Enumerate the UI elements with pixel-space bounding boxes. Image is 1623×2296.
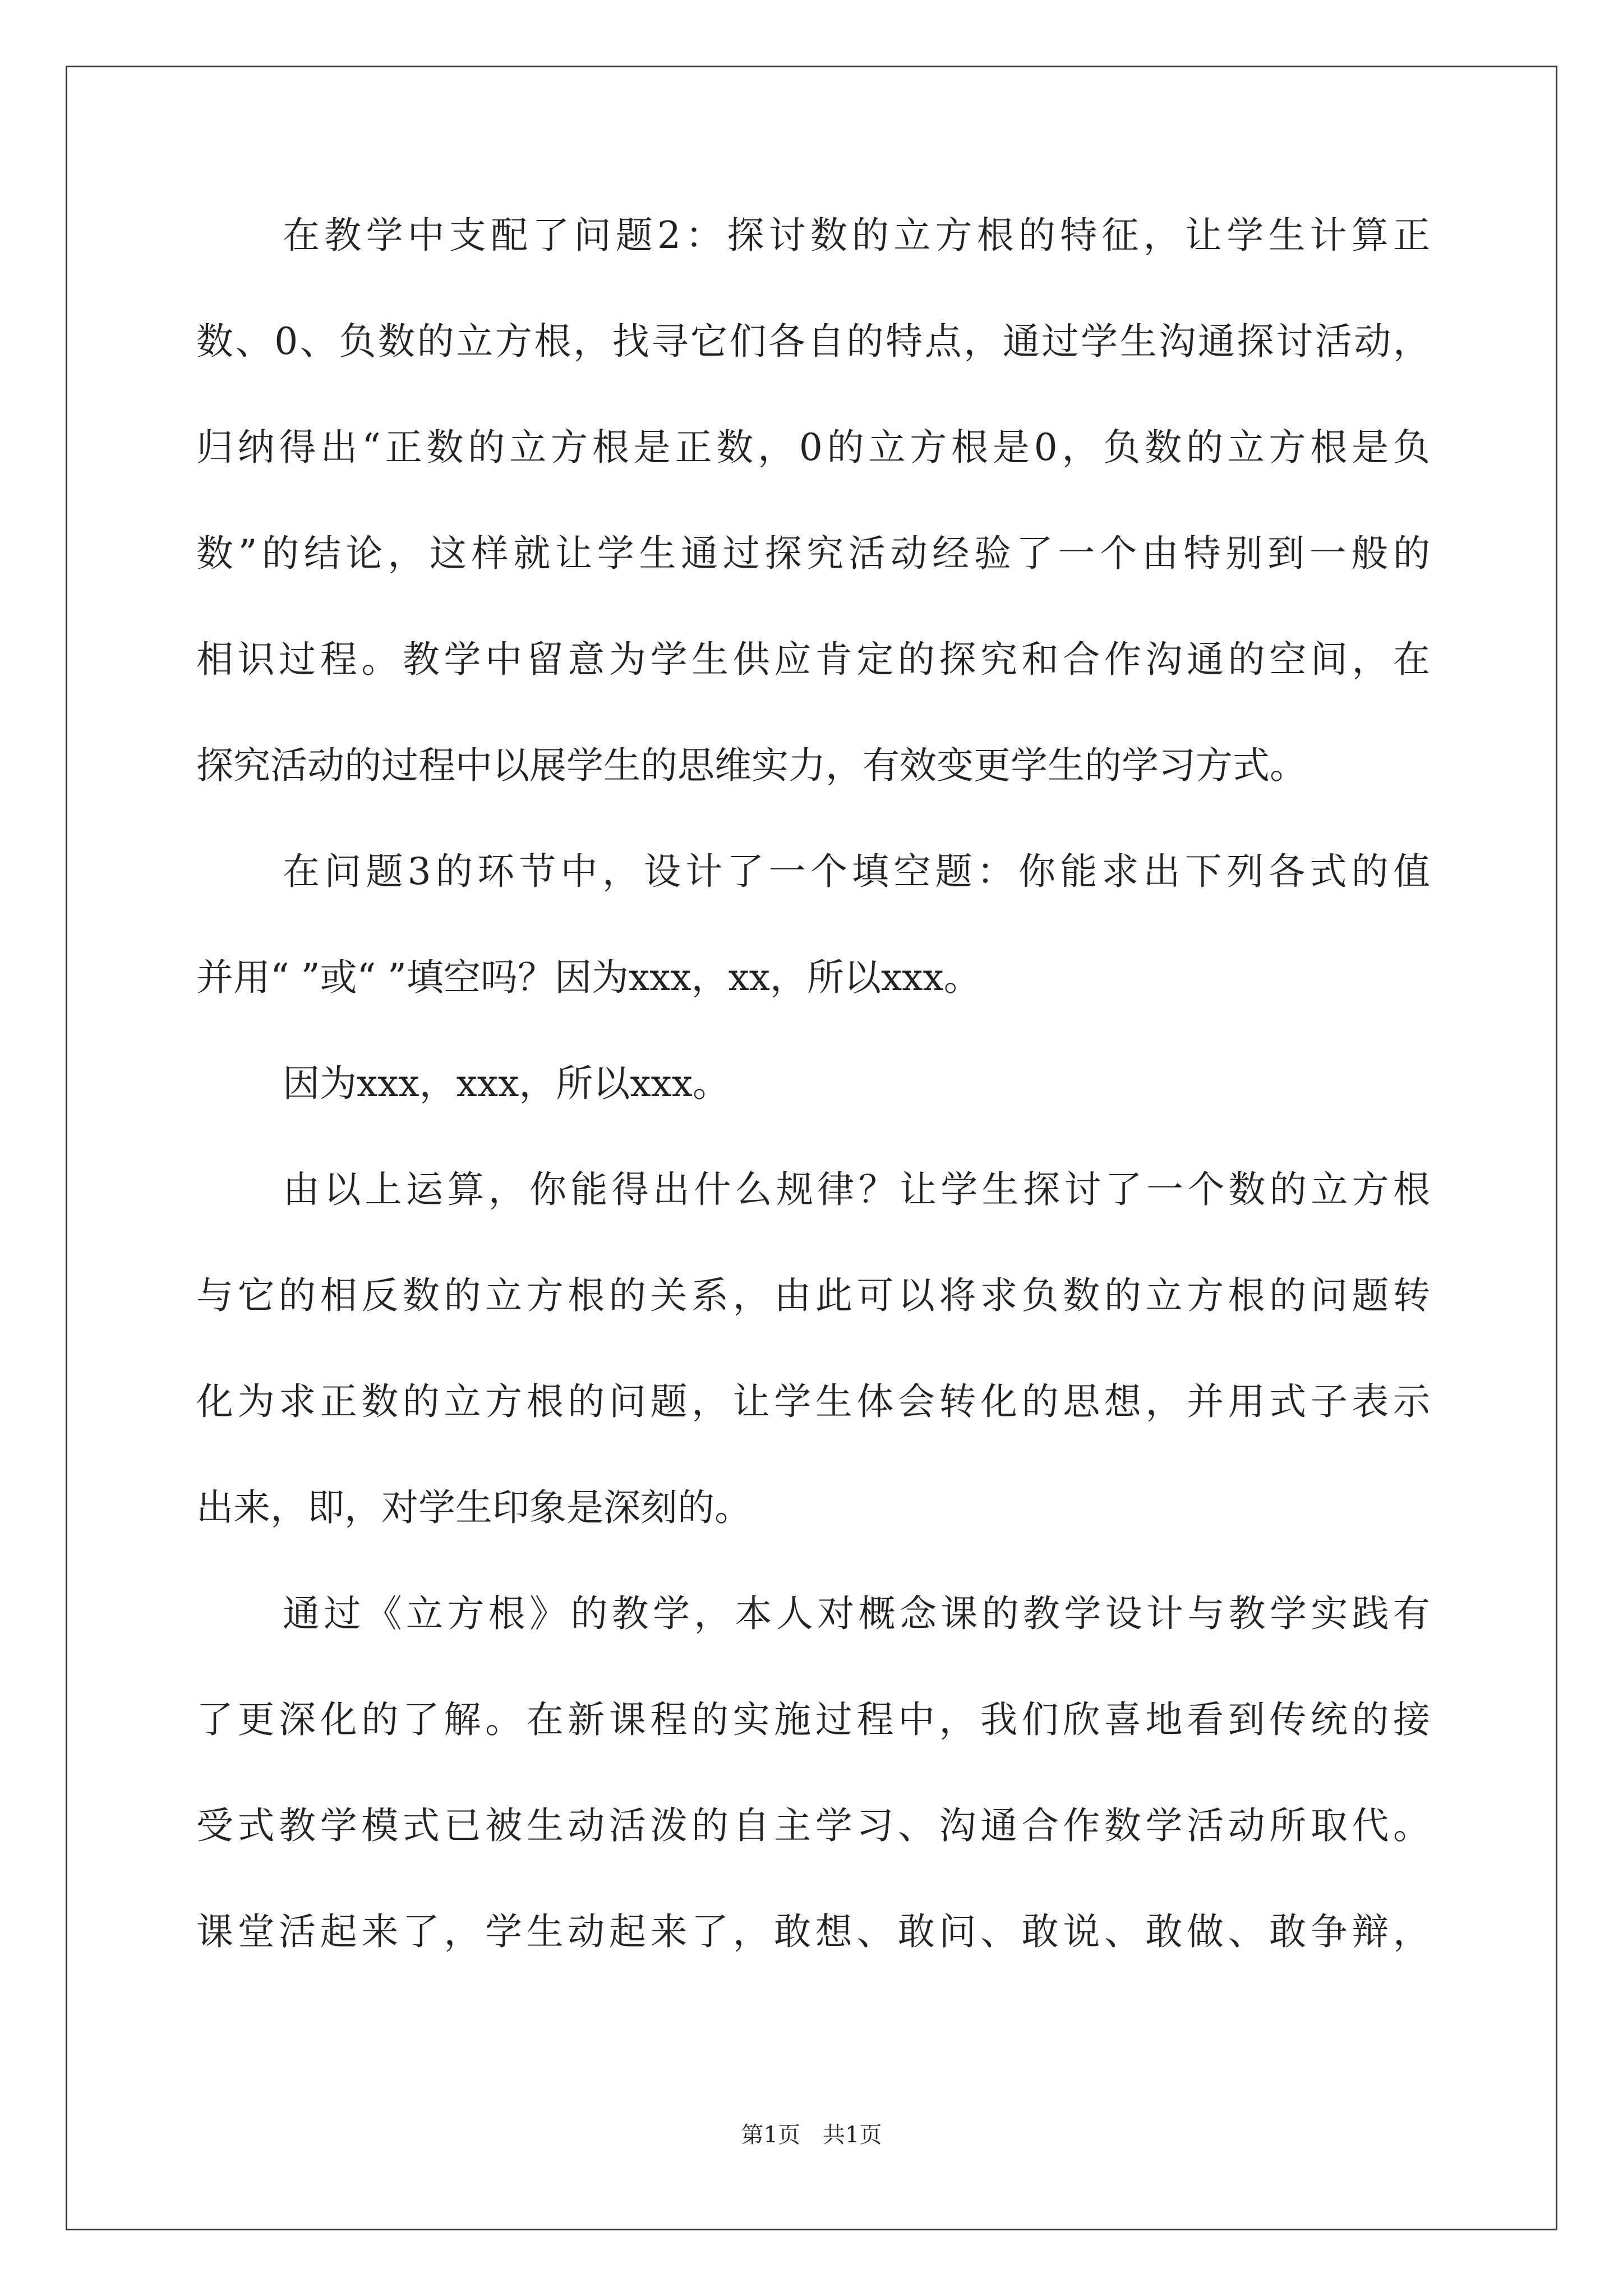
page-footer: 第1页 共1页 [741,2122,882,2148]
text-line: 受式教学模式已被生动活泼的自主学习、沟通合作数学活动所取代。 [196,1804,1430,1847]
text-line: 由以上运算，你能得出什么规律？让学生探讨了一个数的立方根 [283,1168,1430,1211]
text-line: 在问题3的环节中，设计了一个填空题：你能求出下列各式的值 [283,850,1430,893]
text-line: 在教学中支配了问题2：探讨数的立方根的特征，让学生计算正 [283,214,1430,257]
text-line: 相识过程。教学中留意为学生供应肯定的探究和合作沟通的空间，在 [196,638,1430,681]
document-body [196,214,1430,2019]
text-line: 通过《立方根》的教学，本人对概念课的教学设计与教学实践有 [283,1592,1430,1635]
text-line: 探究活动的过程中以展学生的思维实力，有效变更学生的学习方式。 [196,744,1307,787]
text-line: 因为xxx，xxx，所以xxx。 [283,1062,730,1105]
text-line: 课堂活起来了，学生动起来了，敢想、敢问、敢说、敢做、敢争辩， [196,1910,1430,1953]
text-line: 与它的相反数的立方根的关系，由此可以将求负数的立方根的问题转 [196,1274,1430,1317]
text-line: 数”的结论，这样就让学生通过探究活动经验了一个由特别到一般的 [196,532,1430,575]
text-line: 归纳得出“正数的立方根是正数，0的立方根是0，负数的立方根是负 [196,426,1430,469]
text-line: 了更深化的了解。在新课程的实施过程中，我们欣喜地看到传统的接 [196,1698,1430,1741]
text-line: 并用“ ”或“ ”填空吗？因为xxx，xx，所以xxx。 [196,956,981,999]
text-line: 数、0、负数的立方根，找寻它们各自的特点，通过学生沟通探讨活动， [196,320,1430,363]
text-line: 化为求正数的立方根的问题，让学生体会转化的思想，并用式子表示 [196,1380,1430,1423]
text-line: 出来，即，对学生印象是深刻的。 [196,1486,751,1529]
